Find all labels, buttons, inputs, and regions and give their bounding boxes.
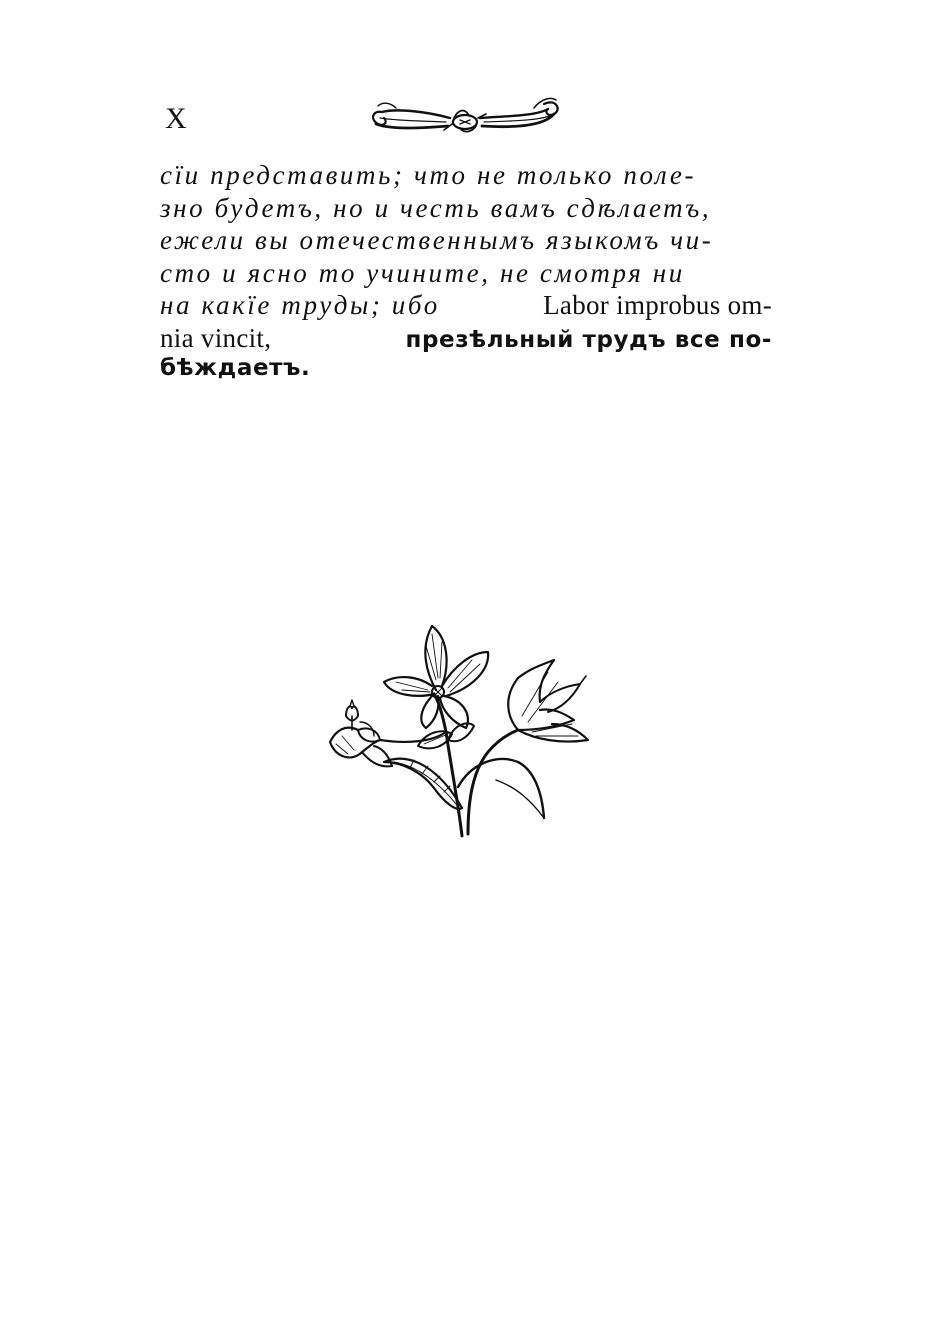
translation-part-2: бѣждаетъ. bbox=[160, 355, 311, 381]
page-number: X bbox=[165, 102, 188, 135]
text-line bbox=[160, 355, 772, 388]
text-line bbox=[160, 258, 772, 291]
line-1-italic: сїи представить; что не только поле- bbox=[160, 160, 697, 190]
body-paragraph bbox=[160, 160, 772, 388]
latin-quote-part-2: nia vincit, bbox=[160, 322, 272, 353]
text-line bbox=[160, 290, 772, 323]
line-5-italic: на какїе труды; ибо bbox=[160, 290, 440, 320]
text-line bbox=[160, 225, 772, 258]
line-3-italic: ежели вы отечественнымъ языкомъ чи- bbox=[160, 225, 714, 255]
line-4-italic: сто и ясно то учините, не смотря ни bbox=[160, 257, 685, 288]
translation-part-1: презѣльный трудъ все по- bbox=[405, 326, 772, 353]
text-line bbox=[160, 323, 772, 356]
latin-quote-part-1: Labor improbus om- bbox=[543, 290, 772, 320]
flower-vignette-ornament bbox=[322, 612, 602, 844]
line-2-italic: зно будетъ, но и честь вамъ сдѣлаетъ, bbox=[160, 192, 712, 223]
text-line bbox=[160, 193, 772, 226]
scroll-headpiece-ornament bbox=[368, 94, 562, 140]
text-line bbox=[160, 160, 772, 193]
